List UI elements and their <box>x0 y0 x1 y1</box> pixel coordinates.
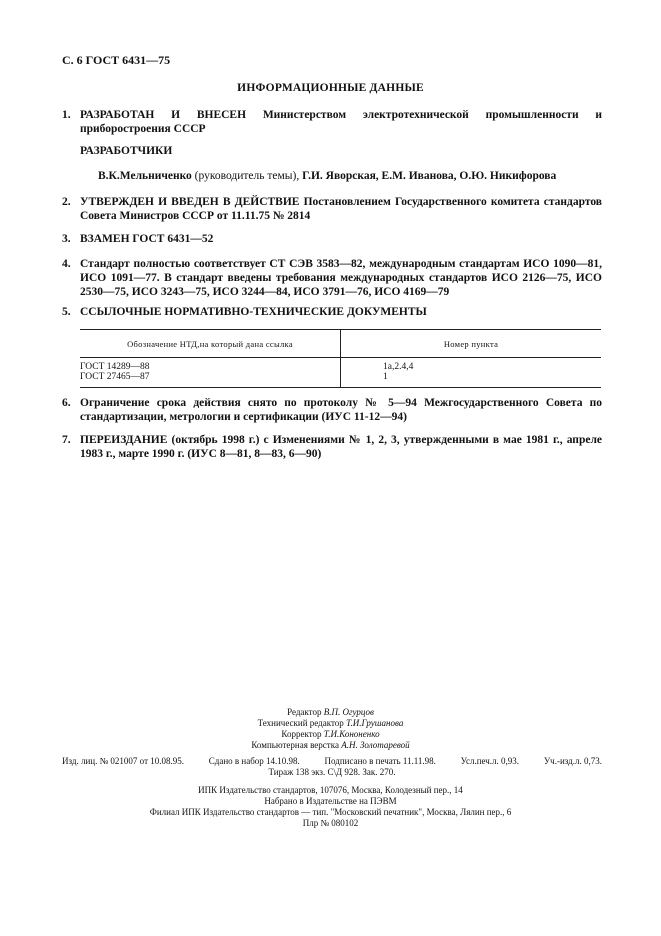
item-text: ПЕРЕИЗДАНИЕ (октябрь 1998 г.) с Изменениями № 1, 2, 3, утвержденными в мае 1981 г., апреле 1983 г., марте 1990 г. (ИУС 8—81, 8—83, 6—90) <box>80 434 602 460</box>
developer-others: Г.И. Яворская, Е.М. Иванова, О.Ю. Никифорова <box>302 170 557 182</box>
info-item-4 <box>62 257 602 299</box>
developer-role: (руководитель темы), <box>191 170 303 182</box>
item-text: ССЫЛОЧНЫЕ НОРМАТИВНО-ТЕХНИЧЕСКИЕ ДОКУМЕНТЫ <box>80 306 427 318</box>
item-text: Ограничение срока действия снято по протоколу № 5—94 Межгосударственного Совета по стандартизации, метрологии и сертификации (ИУС 11-12—94) <box>80 397 602 423</box>
item-text: Министерством электротехнической промышленности и приборостроения СССР <box>80 109 602 135</box>
print-sheets: Усл.печ.л. 0,93. <box>460 756 520 766</box>
imprint-tech-editor: Технический редактор Т.И.Грушанова <box>257 718 404 728</box>
item-number: 1. <box>62 109 71 121</box>
table-header-row <box>80 330 601 358</box>
publisher-line: Набрано в Издательстве на ПЭВМ <box>264 796 397 806</box>
table-row <box>80 358 601 388</box>
imprint-layout: Компьютерная верстка А.Н. Золотаревой <box>251 740 410 750</box>
item-number: 6. <box>62 397 71 409</box>
signed-date: Подписано в печать 11.11.98. <box>324 756 436 766</box>
item-lead: РАЗРАБОТАН И ВНЕСЕН <box>80 109 247 121</box>
table-cell-documents: ГОСТ 14289—88 ГОСТ 27465—87 <box>80 358 341 388</box>
imprint-proofreader: Корректор Т.И.Кононенко <box>281 729 380 739</box>
item-lead: УТВЕРЖДЕН И ВВЕДЕН В ДЕЙСТВИЕ <box>80 196 300 208</box>
section-title: ИНФОРМАЦИОННЫЕ ДАННЫЕ <box>237 82 424 94</box>
developer-lead: В.К.Мельниченко <box>98 170 192 182</box>
item-text: Стандарт полностью соответствует СТ СЭВ 3583—82, международным стандартам ИСО 1090—81, ИСО 1091—77. В стандарт введены требования международных стандартов ИСО 2126—75, ИСО 2530—75, ИСО 3243—75, ИСО 3244—84, ИСО 3791—76, ИСО 4169—79 <box>80 258 602 298</box>
print-run: Тираж 138 экз. С\Д 928. Зак. 270. <box>268 767 396 777</box>
item-number: 3. <box>62 233 71 245</box>
print-data <box>62 756 602 778</box>
info-item-5 <box>62 305 602 319</box>
publ-sheets: Уч.-изд.л. 0,73. <box>543 756 602 766</box>
item-number: 5. <box>62 306 71 318</box>
table-cell-points: 1а,2.4,4 1 <box>341 358 602 388</box>
item-number: 4. <box>62 258 71 270</box>
references-table <box>80 329 601 388</box>
publisher-info <box>0 785 661 829</box>
publisher-line: Филиал ИПК Издательство стандартов — тип. "Московский печатник", Москва, Лялин пер., 6 <box>149 807 512 817</box>
item-text: Постановлением Государственного комитета стандартов Совета Министров СССР от 11.11.75 № 2814 <box>80 196 602 222</box>
item-text: ВЗАМЕН ГОСТ 6431—52 <box>80 233 214 245</box>
info-item-7 <box>62 433 602 461</box>
info-item-2 <box>62 195 602 223</box>
item-number: 2. <box>62 196 71 208</box>
imprint-block <box>0 707 661 751</box>
info-item-6 <box>62 396 602 424</box>
column-header-document: Обозначение НТД,на который дана ссылка <box>80 330 341 358</box>
imprint-editor: Редактор В.П. Огурцов <box>287 707 374 717</box>
item-number: 7. <box>62 434 71 446</box>
page-header: С. 6 ГОСТ 6431—75 <box>62 53 171 67</box>
license-info: Изд. лиц. № 021007 от 10.08.95. <box>62 756 184 766</box>
developers-list <box>98 170 556 182</box>
publisher-line: Плр № 080102 <box>302 818 359 828</box>
publisher-line: ИПК Издательство стандартов, 107076, Москва, Колодезный пер., 14 <box>198 785 463 795</box>
info-item-1 <box>62 108 602 136</box>
info-item-3 <box>62 232 602 246</box>
sent-date: Сдано в набор 14.10.98. <box>208 756 300 766</box>
developers-heading: РАЗРАБОТЧИКИ <box>80 145 173 157</box>
column-header-point: Номер пункта <box>341 330 602 358</box>
